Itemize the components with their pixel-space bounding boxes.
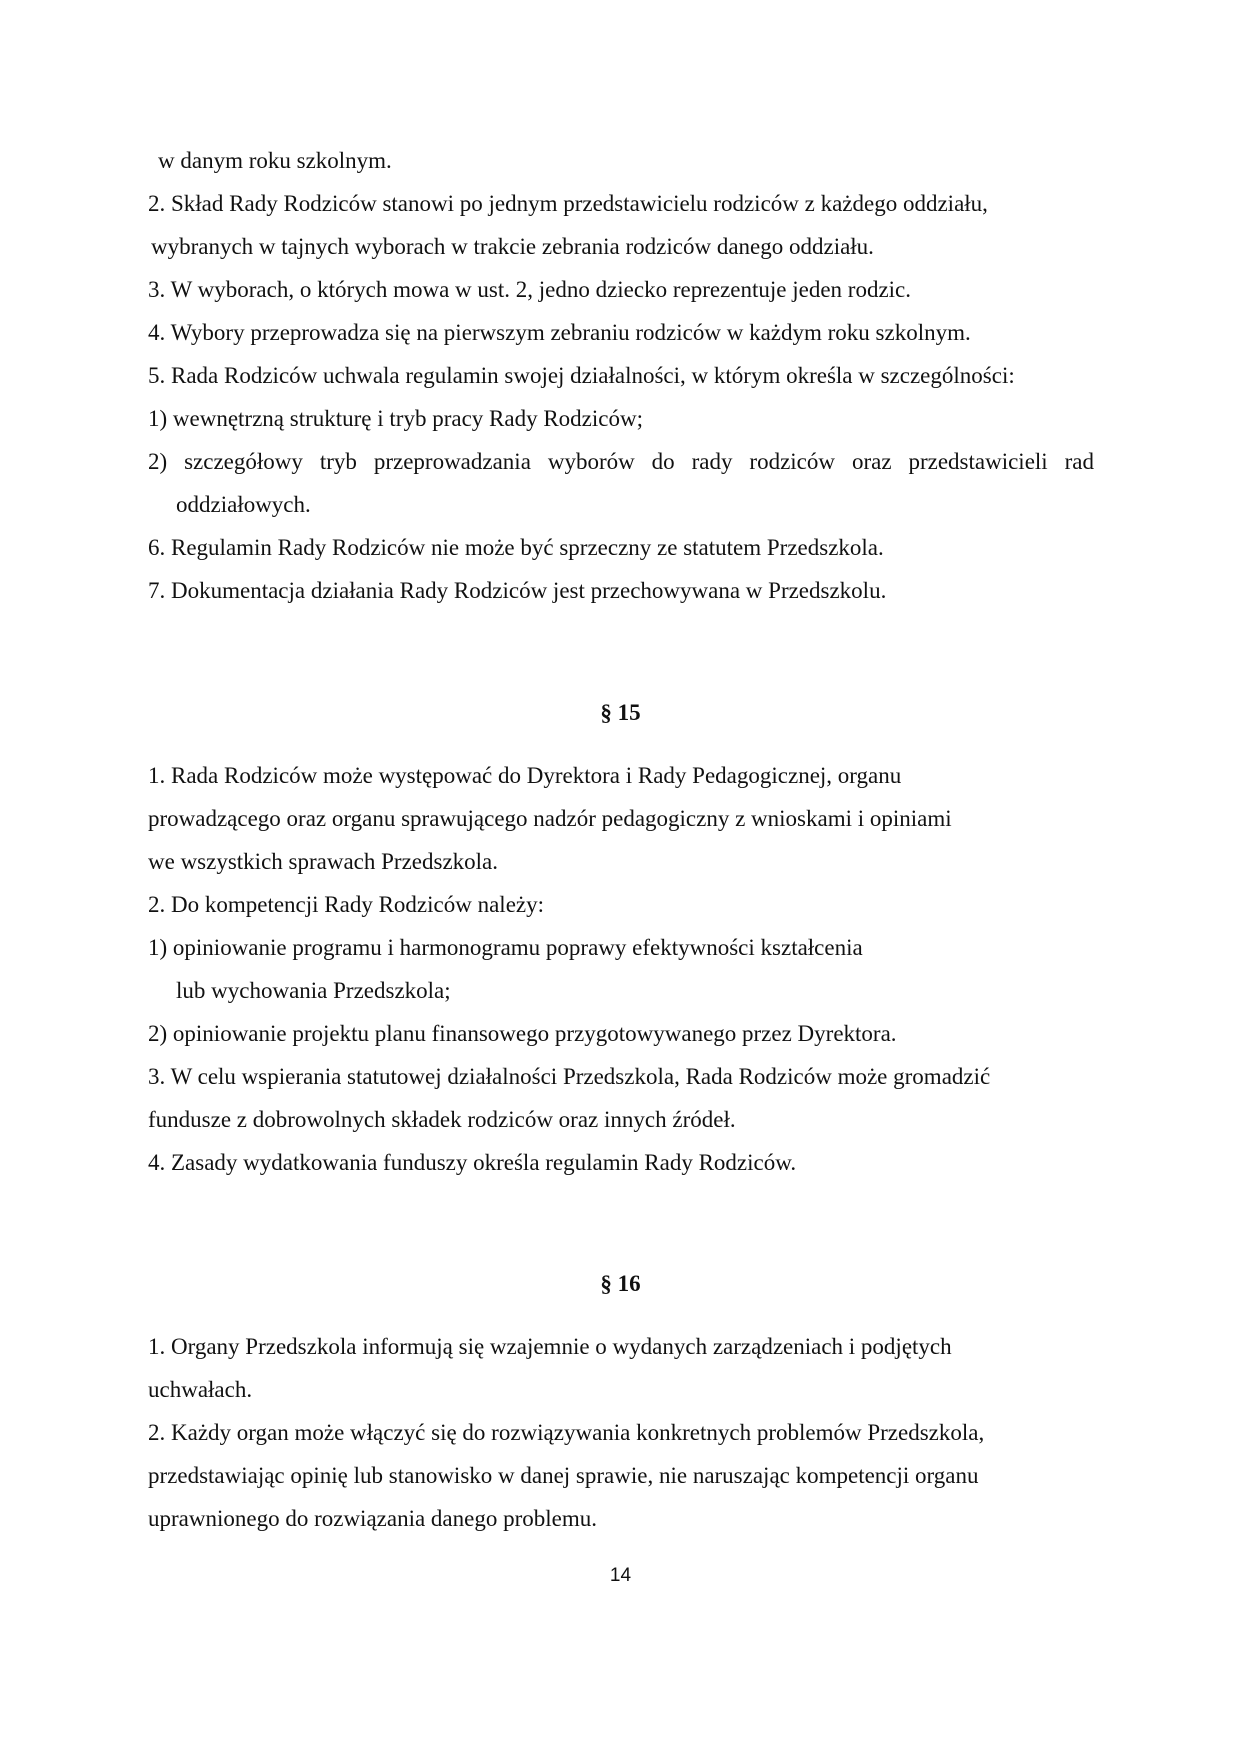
text-line: prowadzącego oraz organu sprawującego nadzór pedagogiczny z wnioskami i opiniami: [148, 806, 952, 831]
section-heading-15: § 15: [600, 700, 641, 725]
text-line: 2. Skład Rady Rodziców stanowi po jednym przedstawicielu rodziców z każdego oddziału,: [148, 191, 988, 216]
list-item-continuation: oddziałowych.: [176, 492, 311, 517]
text-line: 1. Rada Rodziców może występować do Dyrektora i Rady Pedagogicznej, organu: [148, 763, 902, 788]
text-line: uprawnionego do rozwiązania danego problemu.: [148, 1506, 597, 1531]
text-line: wybranych w tajnych wyborach w trakcie zebrania rodziców danego oddziału.: [151, 234, 874, 259]
text-line: 2. Do kompetencji Rady Rodziców należy:: [148, 892, 545, 917]
section-heading-16: § 16: [600, 1271, 641, 1296]
text-line: 2. Każdy organ może włączyć się do rozwiązywania konkretnych problemów Przedszkola,: [148, 1420, 985, 1445]
list-item: 1) wewnętrzną strukturę i tryb pracy Rady Rodziców;: [148, 406, 643, 431]
text-line: w danym roku szkolnym.: [158, 148, 392, 173]
text-line: 5. Rada Rodziców uchwala regulamin swojej działalności, w którym określa w szczególności:: [148, 363, 1015, 388]
list-item: 2) opiniowanie projektu planu finansowego przygotowywanego przez Dyrektora.: [148, 1021, 897, 1046]
text-line: 1. Organy Przedszkola informują się wzajemnie o wydanych zarządzeniach i podjętych: [148, 1334, 952, 1359]
text-line: 7. Dokumentacja działania Rady Rodziców jest przechowywana w Przedszkolu.: [148, 578, 887, 603]
text-line: 3. W wyborach, o których mowa w ust. 2, jedno dziecko reprezentuje jeden rodzic.: [148, 277, 912, 302]
text-line: 4. Zasady wydatkowania funduszy określa regulamin Rady Rodziców.: [148, 1150, 797, 1175]
text-line: 4. Wybory przeprowadza się na pierwszym zebraniu rodziców w każdym roku szkolnym.: [148, 320, 971, 345]
text-line: 6. Regulamin Rady Rodziców nie może być sprzeczny ze statutem Przedszkola.: [148, 535, 884, 560]
text-line: we wszystkich sprawach Przedszkola.: [148, 849, 498, 874]
list-item: 1) opiniowanie programu i harmonogramu poprawy efektywności kształcenia: [148, 935, 863, 960]
text-line: 3. W celu wspierania statutowej działalności Przedszkola, Rada Rodziców może gromadzić: [148, 1064, 991, 1089]
list-item-continuation: lub wychowania Przedszkola;: [176, 978, 451, 1003]
text-line: fundusze z dobrowolnych składek rodziców oraz innych źródeł.: [148, 1107, 736, 1132]
text-line: uchwałach.: [148, 1377, 253, 1402]
list-item: 2) szczegółowy tryb przeprowadzania wyborów do rady rodziców oraz przedstawicieli rad: [148, 449, 1094, 474]
page-number: 14: [609, 1565, 632, 1586]
text-line: przedstawiając opinię lub stanowisko w danej sprawie, nie naruszając kompetencji organu: [148, 1463, 979, 1488]
